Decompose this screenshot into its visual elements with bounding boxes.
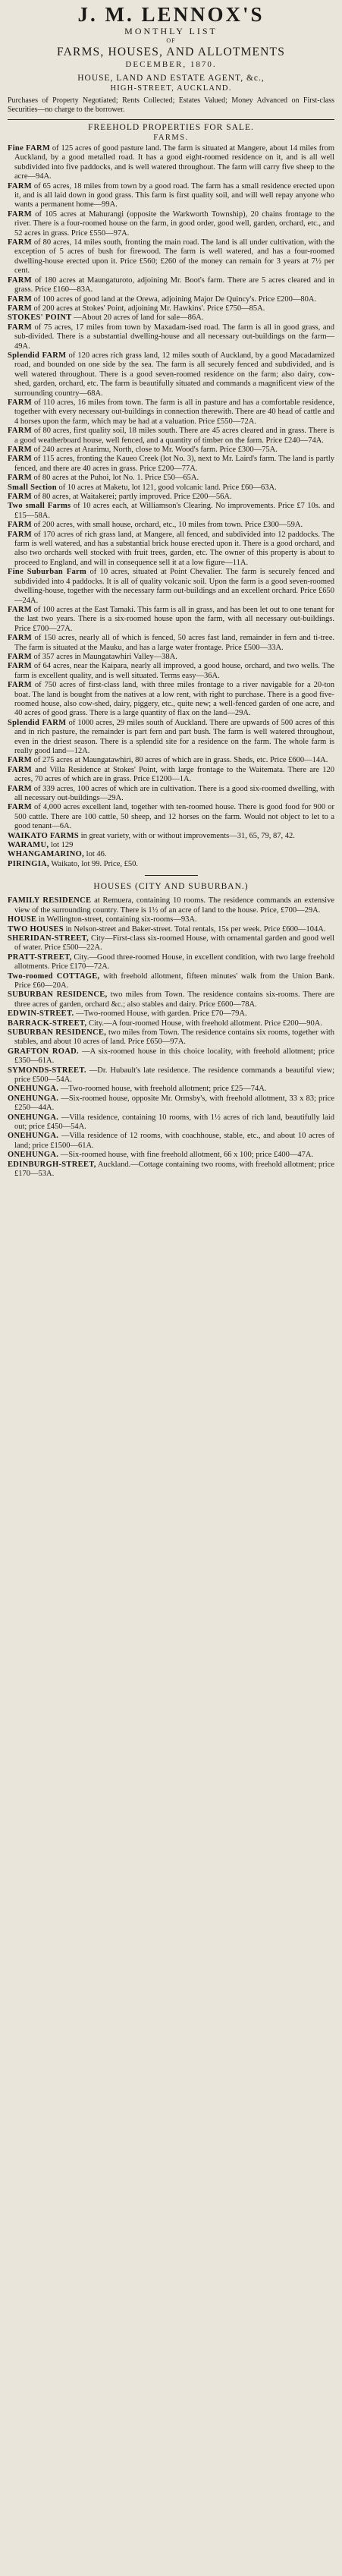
listing-text: with freehold allotment, fifteen minutes' walk from the Union Bank. Price £60—20A.: [14, 972, 335, 990]
listing-lead: ONEHUNGA.: [8, 1085, 59, 1094]
listing-lead: FARM: [8, 398, 32, 407]
listing-text: —Six-roomed house, with fine freehold allotment, 66 x 100; price £400—47A.: [60, 1151, 314, 1160]
listing-text: —Villa residence, containing 10 rooms, with 1½ acres of rich land, beautifully laid out; price £450—54A.: [14, 1113, 334, 1132]
listing-lead: FARM: [8, 530, 32, 539]
listing-text: of 240 acres at Ararimu, North, close to Mr. Wood's farm. Price £300—75A.: [33, 446, 278, 454]
listing-item: [8, 568, 334, 606]
listing-lead: ONEHUNGA.: [8, 1151, 59, 1160]
listing-item: [8, 719, 334, 757]
listing-lead: FARM: [8, 446, 32, 454]
listing-item: [8, 398, 334, 427]
listing-lead: FARM: [8, 756, 32, 765]
listing-lead: FARM: [8, 605, 32, 614]
listing-lead: PIRINGIA,: [8, 859, 49, 868]
listing-item: [8, 446, 334, 455]
listing-lead: SUBURBAN RESIDENCE,: [8, 990, 108, 1000]
listing-item: [8, 427, 334, 446]
listing-text: at Remuera, containing 10 rooms. The residence commands an extensive view of the surrounding country. There is 1½ of an acre of land to the house. Price, £700—29A.: [14, 896, 335, 915]
listing-item: [8, 934, 334, 953]
mast-heading: FARMS, HOUSES, AND ALLOTMENTS: [56, 46, 286, 58]
listing-text: of 75 acres, 17 miles from town by Maxadam-ised road. The farm is all in good grass, and sub-divided. There is a substantial dwelling-house and all necessary out-buildings on the farm—49A.: [14, 323, 334, 351]
listing-lead: Two-roomed COTTAGE,: [8, 972, 100, 981]
listing-text: —A six-roomed house in this choice locality, with freehold allotment; price £350—61A.: [14, 1047, 334, 1066]
listing-lead: FARM: [8, 455, 32, 464]
listing-item: [8, 681, 334, 719]
listing-lead: GRAFTON ROAD.: [8, 1047, 79, 1056]
listing-lead: SHERIDAN-STREET,: [8, 934, 89, 943]
agent-address: HIGH-STREET, AUCKLAND.: [110, 84, 232, 93]
listing-text: —About 20 acres of land for sale—86A.: [74, 313, 204, 323]
listing-lead: FARM: [8, 652, 32, 661]
listing-item: [8, 972, 334, 991]
listing-text: of 750 acres of first-class land, with three miles frontage to a river navigable for a 20-ton boat. The land is bought from the natives at a low rent, with right to purchase. There is a good five-roomed house, also cow-shed, dairy, piggery, etc., quite new; a well-fenced garden of one acre, and 40 acres of good grass. There is a large quantity of flax on the land—29A.: [14, 681, 335, 718]
listing-text: of 1000 acres, 29 miles south of Auckland. There are upwards of 500 acres of this and in rich pasture, the remainder is part fern and part bush. The farm is well watered throughout, even in the driest season. There is a splendid site for a residence on the farm. The whole farm is really good land—12A.: [14, 718, 334, 755]
listing-lead: FARM: [8, 181, 32, 191]
listing-text: of 10 acres, situated at Point Chevalier. The farm is securely fenced and subdivided into 4 paddocks. It is all of quality volcanic soil. Upon the farm is a good seven-roomed dwelling-house, together with the necessary farm out-buildings and an excellent orchard. Price £650—24A.: [14, 568, 335, 605]
listing-text: and Villa Residence at Stokes' Point, with large frontage to the Waitemata. There are 120 acres, 70 acres of which are in grass. Price £1200—1A.: [14, 765, 334, 784]
listing-text: of 105 acres at Mahurangi (opposite the Warkworth Township), 20 chains frontage to the river. There is a four-roomed house on the farm, in good order, good well, garden, orchard, etc., and 52 acres in grass. Price £550—97A.: [14, 209, 335, 238]
listing-text: —Two-roomed house, with freehold allotment; price £25—74A.: [60, 1085, 267, 1094]
listing-item: [8, 483, 334, 493]
listing-text: of 120 acres rich grass land, 12 miles south of Auckland, by a good Macadamized road, and bounded on one side by the sea. The farm is all securely fenced and subdivided, and is well watered throughout. There is a good seven-roomed residence on the farm; also dairy, cow-shed, garden, orchard, etc. The farm is beautifully situated and commands a magnificent view of the surrounding country—68A.: [14, 351, 334, 398]
listing-text: in great variety, with or without improvements—31, 65, 79, 87, 42.: [80, 831, 295, 840]
listing-text: of 357 acres in Maungatawhiri Valley—38A.: [33, 652, 177, 661]
listing-text: of 275 acres at Maungatawhiri, 80 acres of which are in grass. Sheds, etc. Price £600—14A.: [33, 756, 328, 765]
listing-item: [8, 785, 334, 804]
listing-text: in Wellington-street, containing six-rooms—93A.: [38, 915, 197, 924]
listing-item: [8, 850, 334, 859]
listing-item: [8, 1066, 334, 1085]
listing-text: —Villa residence of 12 rooms, with coachhouse, stable, etc., and about 10 acres of land; price £1500—61A.: [14, 1132, 335, 1150]
listing-text: of 64 acres, near the Kaipara, nearly all improved, a good house, orchard, and two wells. The farm is excellent quality, and is well situated. Terms easy—36A.: [14, 662, 335, 680]
listing-lead: PRATT-STREET,: [8, 953, 72, 962]
listing-item: [8, 455, 334, 474]
listing-lead: FARM: [8, 803, 32, 812]
listing-lead: Splendid FARM: [8, 718, 67, 727]
listing-item: [8, 1009, 334, 1019]
listing-lead: ONEHUNGA.: [8, 1132, 59, 1141]
listing-item: [8, 474, 334, 483]
listing-text: of 115 acres, fronting the Kaueo Creek (lot No. 3), next to Mr. Laird's farm. The land is partly fenced, and there are 40 acres in grass. Price £200—77A.: [14, 455, 334, 473]
mast-subtitle: MONTHLY LIST: [124, 26, 218, 36]
listing-text: of 100 acres at the East Tamaki. This farm is all in grass, and has been let out to one tenant for the last two years. There is a six-roomed house upon the farm, with all necessary out-buildings. Price £700—27A.: [14, 605, 335, 633]
listing-text: City.—Good three-roomed House, in excellent condition, with two large freehold allotments. Price £170—72A.: [14, 953, 335, 972]
listing-text: of 150 acres, nearly all of which is fenced, 50 acres fast land, remainder in fern and ti-tree. The farm is situated at the Mauku, and has a large water frontage. Price £500—33A.: [14, 634, 334, 652]
listing-lead: HOUSE: [8, 915, 37, 924]
houses-section: [8, 882, 334, 1179]
listing-text: two miles from Town. The residence contains six-rooms. There are three acres of garden, orchard &c.; also stables and dairy. Price £600—78A.: [14, 990, 335, 1009]
listing-item: [8, 276, 334, 295]
listing-item: [8, 304, 334, 313]
listing-item: [8, 1019, 334, 1028]
listing-lead: FARM: [8, 209, 32, 219]
listing-text: —Dr. Hubault's late residence. The residence commands a beautiful view; price £500—54A.: [14, 1066, 334, 1084]
listing-item: [8, 1028, 334, 1047]
listing-lead: FAMILY RESIDENCE: [8, 896, 92, 905]
listing-item: [8, 915, 334, 924]
listing-item: [8, 521, 334, 530]
listing-item: [8, 841, 334, 850]
listing-lead: FARM: [8, 304, 32, 313]
listing-item: [8, 803, 334, 831]
listing-item: [8, 295, 334, 304]
listing-text: of 80 acres, 14 miles south, fronting the main road. The land is all under cultivation, with the exception of 5 acres of bush for firewood. The farm is well watered, and has a four-roomed dwelling-house erected upon it. Price £560; £260 of the money can remain for 3 years at 7½ per cent.: [14, 238, 334, 276]
listing-text: of 80 acres at the Puhoi, lot No. 1. Price £50—65A.: [33, 474, 199, 483]
listing-item: [8, 653, 334, 662]
listing-lead: ONEHUNGA.: [8, 1113, 59, 1122]
listing-lead: Fine FARM: [8, 144, 51, 153]
masthead: [8, 3, 334, 115]
listing-item: [8, 323, 334, 351]
listing-item: [8, 925, 334, 934]
listing-item: [8, 953, 334, 972]
listing-item: [8, 662, 334, 681]
listing-lead: FARM: [8, 427, 32, 436]
listing-item: [8, 1132, 334, 1151]
listing-text: of 100 acres of good land at the Orewa, adjoining Major De Quincy's. Price £200—80A.: [33, 294, 317, 304]
listing-lead: SUBURBAN RESIDENCE,: [8, 1028, 107, 1037]
listing-list: [8, 896, 334, 1179]
listing-lead: WHANGAMARINO,: [8, 850, 85, 859]
listing-lead: FARM: [8, 294, 32, 304]
agent-name: HOUSE, LAND AND ESTATE AGENT, &c.,: [77, 74, 265, 83]
listing-lead: EDINBURGH-STREET,: [8, 1160, 96, 1169]
listing-item: [8, 210, 334, 238]
listing-lead: BARRACK-STREET,: [8, 1019, 87, 1028]
listing-text: Auckland.—Cottage containing two rooms, with freehold allotment; price £170—53A.: [14, 1160, 335, 1179]
listing-item: [8, 313, 334, 323]
listing-item: [8, 990, 334, 1009]
listing-item: [8, 351, 334, 398]
listing-lead: Splendid FARM: [8, 351, 67, 360]
listing-lead: Fine Suburban Farm: [8, 568, 87, 577]
listing-item: [8, 606, 334, 634]
listing-text: two miles from Town. The residence contains six rooms, together with stables, and about 10 acres of land. Price £650—97A.: [14, 1028, 334, 1047]
listing-lead: WARAMU,: [8, 841, 49, 850]
listing-lead: Small Section: [8, 483, 57, 492]
listing-item: [8, 1160, 334, 1179]
section-title: FREEHOLD PROPERTIES FOR SALE.: [88, 123, 254, 132]
listing-lead: FARM: [8, 634, 32, 643]
listing-lead: FARM: [8, 474, 32, 483]
listing-lead: SYMONDS-STREET.: [8, 1066, 86, 1075]
listing-item: [8, 860, 334, 869]
listing-text: of 65 acres, 18 miles from town by a good road. The farm has a small residence erected upon it, and is all laid down in good grass. This farm is first quality soil, and will well repay anyone who wants a permanent home—99A.: [14, 181, 334, 209]
listing-list: [8, 144, 334, 869]
listing-text: City—First-class six-roomed House, with ornamental garden and good well of water. Price £500—22A.: [14, 934, 335, 953]
mast-title: J. M. LENNOX'S: [77, 3, 265, 26]
listing-item: [8, 766, 334, 785]
listing-item: [8, 756, 334, 765]
listing-item: [8, 832, 334, 841]
listing-lead: FARM: [8, 765, 32, 774]
listing-lead: FARM: [8, 323, 32, 332]
section-subtitle: FARMS.: [153, 134, 189, 142]
section-title: HOUSES (CITY AND SUBURBAN.): [93, 882, 249, 892]
listing-lead: FARM: [8, 521, 32, 530]
listing-item: [8, 1094, 334, 1113]
listing-item: [8, 493, 334, 502]
listing-text: of 200 acres, with small house, orchard, etc., 10 miles from town. Price £300—59A.: [33, 521, 303, 530]
listing-lead: EDWIN-STREET.: [8, 1009, 74, 1019]
notice-text: Purchases of Property Negotiated; Rents Collected; Estates Valued; Money Advanced on First-class Securities—no charge to the borrower.: [8, 96, 334, 114]
listing-text: of 110 acres, 16 miles from town. The farm is all in pasture and has a comfortable residence, together with every necessary out-buildings in connection therewith. There are 40 head of cattle and 4 horses upon the farm, which may be had at a valuation. Price £550—72A.: [14, 398, 334, 426]
mast-date: DECEMBER, 1870.: [125, 60, 217, 69]
listing-lead: FARM: [8, 681, 32, 690]
listing-text: of 10 acres at Maketu, lot 121, good volcanic land. Price £60—63A.: [58, 483, 277, 492]
divider: [8, 119, 334, 120]
listing-lead: FARM: [8, 493, 32, 502]
mast-of: OF: [166, 37, 176, 44]
listing-item: [8, 896, 334, 915]
listing-text: Waikato, lot 99. Price, £50.: [51, 859, 138, 868]
listing-lead: Two small Farms: [8, 502, 71, 511]
listing-lead: STOKES' POINT: [8, 313, 72, 323]
listing-item: [8, 238, 334, 276]
listing-item: [8, 1113, 334, 1132]
listing-lead: FARM: [8, 276, 32, 285]
listing-text: lot 46.: [86, 850, 107, 859]
listing-text: —Six-roomed house, opposite Mr. Ormsby's, with freehold allotment, 33 x 83; price £250—44A.: [14, 1094, 334, 1113]
listing-lead: FARM: [8, 238, 32, 247]
listing-text: of 170 acres of rich grass land, at Mangere, all fenced, and subdivided into 12 paddocks. The farm is well watered, and has a substantial brick house erected upon it. There is a good orchard, and also two orchards well stocked with fruit trees, garden, etc. The owner of this property is about to proceed to England, and will in consequence sell it at a low figure—11A.: [14, 530, 334, 567]
listing-text: of 4,000 acres excellent land, together with ten-roomed house. There is good food for 900 or 500 cattle. There are 100 cattle, 50 sheep, and 12 horses on the farm. Would not object to let to a good tenant—6A.: [14, 803, 335, 831]
listing-text: in Nelson-street and Baker-street. Total rentals, 15s per week. Price £600—104A.: [65, 924, 326, 934]
listing-text: of 200 acres at Stokes' Point, adjoining Mr. Hawkins'. Price £750—85A.: [33, 304, 265, 313]
listing-item: [8, 531, 334, 568]
listing-text: lot 129: [50, 841, 74, 850]
listing-lead: ONEHUNGA.: [8, 1094, 59, 1103]
listing-item: [8, 182, 334, 210]
listing-text: of 180 acres at Maungaturoto, adjoining Mr. Boot's farm. There are 5 acres cleared and in grass. Price £160—83A.: [14, 276, 334, 294]
listing-item: [8, 634, 334, 653]
listing-item: [8, 144, 334, 182]
listing-lead: TWO HOUSES: [8, 924, 64, 934]
listing-text: —Two-roomed House, with garden. Price £70—79A.: [76, 1009, 247, 1019]
listing-text: City.—A four-roomed House, with freehold allotment. Price £200—90A.: [89, 1019, 322, 1028]
listing-lead: WAIKATO FARMS: [8, 831, 80, 840]
listing-lead: FARM: [8, 662, 32, 671]
listing-text: of 339 acres, 100 acres of which are in cultivation. There is a good six-roomed dwelling, with all necessary out-buildings—29A.: [14, 784, 335, 803]
divider: [145, 875, 198, 876]
listing-item: [8, 1085, 334, 1094]
listing-item: [8, 502, 334, 521]
listing-text: of 80 acres, at Waitakerei; partly improved. Price £200—56A.: [33, 493, 232, 502]
listing-item: [8, 1151, 334, 1160]
listing-lead: FARM: [8, 784, 32, 793]
listing-text: of 80 acres, first quality soil, 18 miles south. There are 45 acres cleared and in grass. There is a good weatherboard house, well fenced, and a quantity of timber on the farm. Price £240—74A.: [14, 427, 334, 445]
listing-item: [8, 1047, 334, 1066]
farms-section: [8, 123, 334, 869]
listing-text: of 125 acres of good pasture land. The farm is situated at Mangere, about 14 miles from Auckland, by a good metalled road. It has a good eight-roomed residence on it, and is all well subdivided into five paddocks, and is well watered throughout. The farm will carry five sheep to the acre—94A.: [14, 144, 335, 181]
newspaper-page: [0, 0, 342, 1179]
listing-text: of 10 acres each, at Williamson's Clearing. No improvements. Price £7 10s. and £15—58A.: [14, 502, 334, 520]
